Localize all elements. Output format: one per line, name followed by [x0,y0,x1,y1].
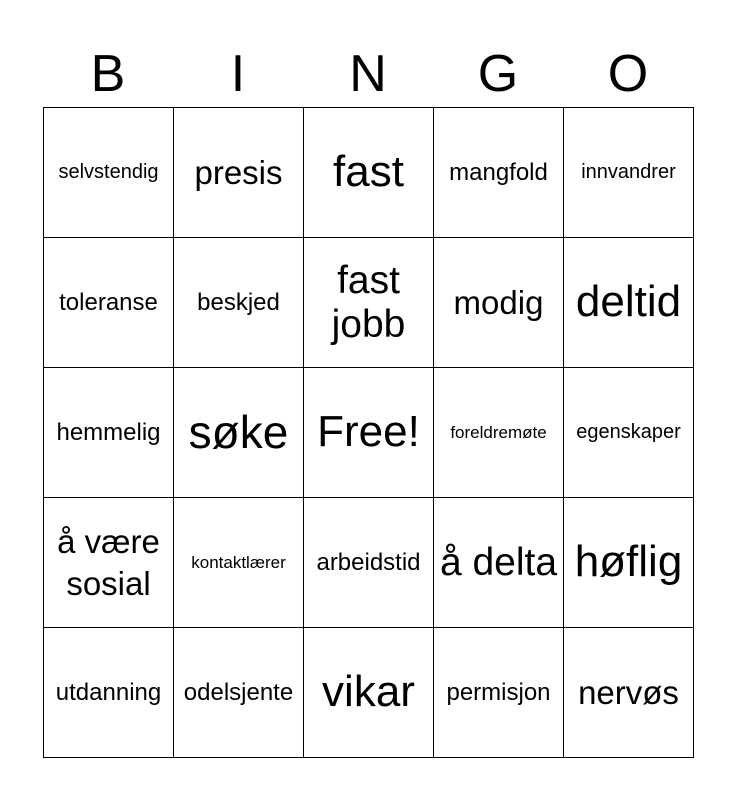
header-letter-b: B [90,45,126,103]
bingo-cell[interactable]: nervøs [564,628,694,758]
bingo-cell[interactable]: hemmelig [44,368,174,498]
bingo-cell[interactable]: presis [174,108,304,238]
bingo-cell[interactable]: kontaktlærer [174,498,304,628]
header-letter-g: G [477,45,519,103]
bingo-cell[interactable]: toleranse [44,238,174,368]
bingo-cell[interactable]: arbeidstid [304,498,434,628]
bingo-cell[interactable]: mangfold [434,108,564,238]
bingo-header [43,40,693,108]
header-letter-o: O [607,45,649,103]
bingo-cell[interactable]: beskjed [174,238,304,368]
bingo-cell[interactable]: søke [174,368,304,498]
bingo-cell[interactable]: fast [304,108,434,238]
bingo-cell[interactable]: deltid [564,238,694,368]
bingo-cell[interactable]: modig [434,238,564,368]
bingo-cell[interactable]: utdanning [44,628,174,758]
bingo-cell[interactable]: vikar [304,628,434,758]
bingo-cell-free[interactable]: Free! [304,368,434,498]
bingo-cell[interactable]: selvstendig [44,108,174,238]
bingo-cell[interactable]: permisjon [434,628,564,758]
bingo-cell[interactable]: foreldremøte [434,368,564,498]
bingo-board [43,107,694,758]
bingo-cell[interactable]: fast jobb [304,238,434,368]
bingo-cell[interactable]: innvandrer [564,108,694,238]
header-letter-i: I [230,45,246,103]
bingo-cell[interactable]: odelsjente [174,628,304,758]
bingo-cell[interactable]: egenskaper [564,368,694,498]
header-letter-n: N [349,45,387,103]
bingo-cell[interactable]: å delta [434,498,564,628]
bingo-cell[interactable]: å være sosial [44,498,174,628]
bingo-cell[interactable]: høflig [564,498,694,628]
